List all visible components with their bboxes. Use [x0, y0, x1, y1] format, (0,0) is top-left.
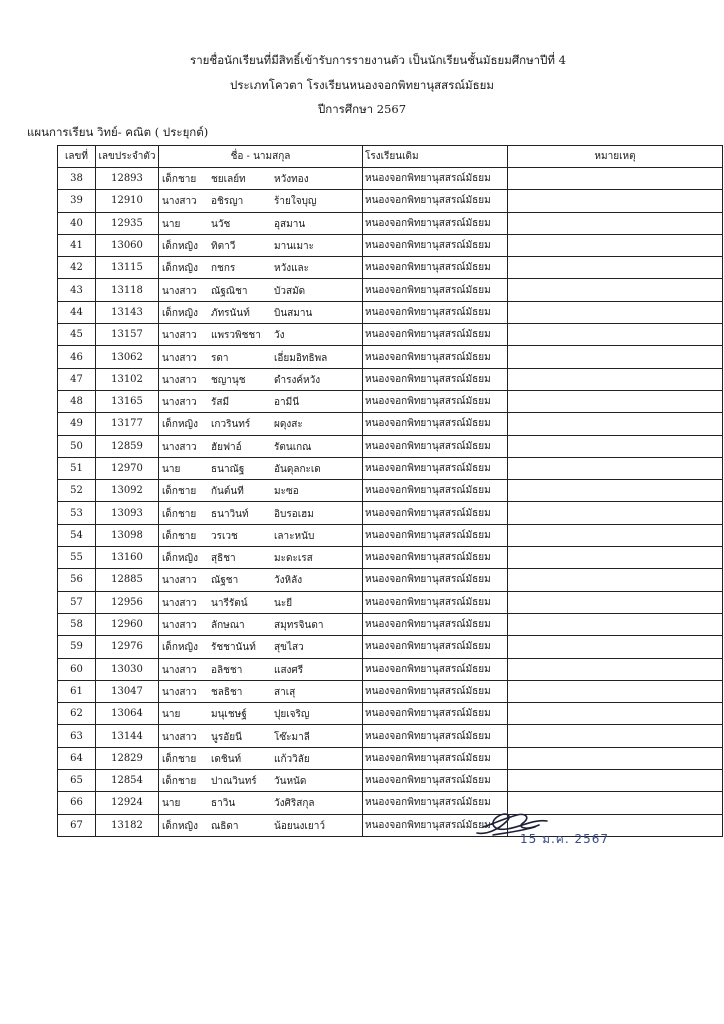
first-name: อลิชชา: [211, 664, 243, 676]
remark-cell: [508, 390, 723, 412]
row-number: 49: [58, 413, 96, 435]
name-prefix: นาย: [162, 709, 181, 721]
first-name: รัชชานันท์: [211, 642, 256, 654]
student-id: 13093: [96, 502, 159, 524]
name-prefix: นางสาว: [162, 575, 197, 587]
student-id: 12885: [96, 569, 159, 591]
student-name: [159, 524, 363, 546]
row-number: 43: [58, 279, 96, 301]
remark-cell: [508, 770, 723, 792]
name-prefix: นางสาว: [162, 330, 197, 342]
previous-school: หนองจอกพิทยานุสสรณ์มัธยม: [363, 168, 508, 190]
row-number: 41: [58, 234, 96, 256]
previous-school: หนองจอกพิทยานุสสรณ์มัธยม: [363, 368, 508, 390]
row-number: 64: [58, 747, 96, 769]
previous-school: หนองจอกพิทยานุสสรณ์มัธยม: [363, 636, 508, 658]
previous-school: หนองจอกพิทยานุสสรณ์มัธยม: [363, 680, 508, 702]
row-number: 56: [58, 569, 96, 591]
previous-school: หนองจอกพิทยานุสสรณ์มัธยม: [363, 457, 508, 479]
previous-school: หนองจอกพิทยานุสสรณ์มัธยม: [363, 212, 508, 234]
col-id-header: เลขประจำตัว: [96, 146, 159, 168]
previous-school: หนองจอกพิทยานุสสรณ์มัธยม: [363, 257, 508, 279]
first-name: สุธิชา: [211, 553, 236, 565]
student-name: [159, 168, 363, 190]
last-name: แก้ววิลัย: [274, 753, 310, 765]
name-prefix: เด็กหญิง: [162, 553, 198, 565]
last-name: รัตนเกณ: [274, 441, 312, 453]
row-number: 60: [58, 658, 96, 680]
table-row: [58, 591, 723, 613]
student-name: [159, 212, 363, 234]
table-row: [58, 792, 723, 814]
student-name: [159, 792, 363, 814]
table-row: [58, 279, 723, 301]
document-subtitle: ประเภทโควตา โรงเรียนหนองจอกพิทยานุสสรณ์มัธยม: [230, 78, 494, 92]
name-prefix: เด็กชาย: [162, 530, 197, 542]
row-number: 66: [58, 792, 96, 814]
remark-cell: [508, 547, 723, 569]
last-name: ผดุงสะ: [274, 419, 303, 431]
table-row: [58, 770, 723, 792]
student-table: [57, 145, 723, 837]
student-id: 12910: [96, 190, 159, 212]
student-id: 13092: [96, 480, 159, 502]
student-id: 13030: [96, 658, 159, 680]
student-id: 13160: [96, 547, 159, 569]
student-name: [159, 324, 363, 346]
table-row: [58, 480, 723, 502]
row-number: 59: [58, 636, 96, 658]
last-name: อุสมาน: [274, 218, 306, 230]
row-number: 52: [58, 480, 96, 502]
table-row: [58, 413, 723, 435]
remark-cell: [508, 301, 723, 323]
student-id: 12829: [96, 747, 159, 769]
table-row: [58, 636, 723, 658]
document-title: รายชื่อนักเรียนที่มีสิทธิ์เข้ารับการรายงานตัว เป็นนักเรียนชั้นมัธยมศึกษาปีที่ 4: [190, 53, 566, 67]
name-prefix: เด็กหญิง: [162, 241, 198, 253]
name-prefix: เด็กชาย: [162, 753, 197, 765]
name-prefix: เด็กหญิง: [162, 263, 198, 275]
table-row: [58, 368, 723, 390]
remark-cell: [508, 257, 723, 279]
name-prefix: เด็กชาย: [162, 486, 197, 498]
student-name: [159, 190, 363, 212]
previous-school: หนองจอกพิทยานุสสรณ์มัธยม: [363, 480, 508, 502]
first-name: ลักษณา: [211, 620, 245, 632]
name-prefix: นาย: [162, 218, 181, 230]
previous-school: หนองจอกพิทยานุสสรณ์มัธยม: [363, 725, 508, 747]
row-number: 44: [58, 301, 96, 323]
row-number: 45: [58, 324, 96, 346]
row-number: 51: [58, 457, 96, 479]
previous-school: หนองจอกพิทยานุสสรณ์มัธยม: [363, 613, 508, 635]
previous-school: หนองจอกพิทยานุสสรณ์มัธยม: [363, 658, 508, 680]
row-number: 61: [58, 680, 96, 702]
student-name: [159, 435, 363, 457]
row-number: 50: [58, 435, 96, 457]
previous-school: หนองจอกพิทยานุสสรณ์มัธยม: [363, 547, 508, 569]
last-name: น้อยนงเยาว์: [274, 820, 325, 832]
academic-year: ปีการศึกษา 2567: [317, 102, 407, 116]
table-row: [58, 257, 723, 279]
col-school-header: โรงเรียนเดิม: [363, 146, 508, 168]
student-id: 12859: [96, 435, 159, 457]
remark-cell: [508, 346, 723, 368]
table-row: [58, 502, 723, 524]
previous-school: หนองจอกพิทยานุสสรณ์มัธยม: [363, 390, 508, 412]
table-row: [58, 703, 723, 725]
remark-cell: [508, 413, 723, 435]
first-name: ภัทรนันท์: [211, 307, 250, 319]
student-id: 13098: [96, 524, 159, 546]
table-row: [58, 190, 723, 212]
remark-cell: [508, 747, 723, 769]
row-number: 46: [58, 346, 96, 368]
table-row: [58, 814, 723, 836]
student-id: 13143: [96, 301, 159, 323]
name-prefix: นางสาว: [162, 686, 197, 698]
first-name: นูรอัยนี: [211, 731, 242, 743]
last-name: สุขไสว: [274, 642, 304, 654]
col-number-header: เลขที่: [58, 146, 96, 168]
student-id: 12970: [96, 457, 159, 479]
table-row: [58, 346, 723, 368]
table-row: [58, 547, 723, 569]
previous-school: หนองจอกพิทยานุสสรณ์มัธยม: [363, 413, 508, 435]
last-name: เอี่ยมอิทธิพล: [274, 352, 328, 364]
student-name: [159, 569, 363, 591]
row-number: 48: [58, 390, 96, 412]
row-number: 42: [58, 257, 96, 279]
first-name: ธนาณัฐ: [211, 464, 245, 475]
table-row: [58, 658, 723, 680]
student-id: 12854: [96, 770, 159, 792]
name-prefix: นางสาว: [162, 397, 197, 409]
name-prefix: เด็กหญิง: [162, 642, 198, 654]
student-name: [159, 279, 363, 301]
remark-cell: [508, 725, 723, 747]
student-id: 12924: [96, 792, 159, 814]
remark-cell: [508, 279, 723, 301]
row-number: 38: [58, 168, 96, 190]
table-row: [58, 569, 723, 591]
row-number: 67: [58, 814, 96, 836]
student-name: [159, 413, 363, 435]
table-header-row: [58, 146, 723, 168]
previous-school: หนองจอกพิทยานุสสรณ์มัธยม: [363, 502, 508, 524]
remark-cell: [508, 168, 723, 190]
student-name: [159, 502, 363, 524]
previous-school: หนองจอกพิทยานุสสรณ์มัธยม: [363, 770, 508, 792]
last-name: บัวสมัด: [274, 285, 306, 297]
table-row: [58, 524, 723, 546]
student-name: [159, 390, 363, 412]
name-prefix: เด็กชาย: [162, 508, 197, 520]
table-row: [58, 212, 723, 234]
last-name: บินสมาน: [274, 307, 313, 319]
last-name: แสงศรี: [274, 664, 304, 676]
name-prefix: นางสาว: [162, 597, 197, 609]
student-id: 12960: [96, 613, 159, 635]
last-name: อามีนี: [274, 397, 300, 409]
student-name: [159, 301, 363, 323]
first-name: วรเวช: [211, 530, 238, 542]
previous-school: หนองจอกพิทยานุสสรณ์มัธยม: [363, 346, 508, 368]
previous-school: หนองจอกพิทยานุสสรณ์มัธยม: [363, 792, 508, 814]
remark-cell: [508, 435, 723, 457]
first-name: อชิรญา: [211, 196, 244, 208]
previous-school: หนองจอกพิทยานุสสรณ์มัธยม: [363, 435, 508, 457]
name-prefix: นางสาว: [162, 731, 197, 743]
first-name: ทิตาวี: [211, 241, 236, 253]
student-id: 13064: [96, 703, 159, 725]
first-name: ฮัยฟาอ์: [211, 441, 242, 453]
student-name: [159, 725, 363, 747]
first-name: ปาณวินทร์: [211, 776, 257, 788]
previous-school: หนองจอกพิทยานุสสรณ์มัธยม: [363, 814, 508, 836]
name-prefix: นางสาว: [162, 374, 197, 386]
col-name-header: ชื่อ - นามสกุล: [159, 146, 363, 168]
table-row: [58, 168, 723, 190]
name-prefix: นาย: [162, 464, 181, 475]
student-name: [159, 703, 363, 725]
signature-date: 15 ม.ค. 2567: [520, 832, 610, 846]
name-prefix: นางสาว: [162, 196, 197, 208]
row-number: 40: [58, 212, 96, 234]
student-id: 12976: [96, 636, 159, 658]
name-prefix: นาย: [162, 798, 181, 810]
first-name: นารีรัตน์: [211, 597, 248, 609]
row-number: 65: [58, 770, 96, 792]
last-name: มะซอ: [274, 486, 299, 498]
remark-cell: [508, 703, 723, 725]
student-id: 13118: [96, 279, 159, 301]
last-name: เลาะหนับ: [274, 530, 315, 542]
name-prefix: นางสาว: [162, 352, 197, 364]
student-name: [159, 613, 363, 635]
previous-school: หนองจอกพิทยานุสสรณ์มัธยม: [363, 301, 508, 323]
remark-cell: [508, 457, 723, 479]
last-name: อิบรอเฮม: [274, 508, 314, 520]
last-name: วัง: [274, 330, 285, 342]
row-number: 58: [58, 613, 96, 635]
student-name: [159, 636, 363, 658]
remark-cell: [508, 658, 723, 680]
remark-cell: [508, 212, 723, 234]
first-name: ชลธิชา: [211, 686, 243, 698]
remark-cell: [508, 234, 723, 256]
student-name: [159, 747, 363, 769]
first-name: มนุเชษฐ์: [211, 709, 247, 721]
name-prefix: เด็กชาย: [162, 776, 197, 788]
last-name: สมุทรจินดา: [274, 620, 324, 632]
student-id: 13102: [96, 368, 159, 390]
row-number: 62: [58, 703, 96, 725]
study-program: แผนการเรียน วิทย์- คณิต ( ประยุกต์): [27, 125, 209, 139]
first-name: ชญานุช: [211, 374, 246, 386]
remark-cell: [508, 613, 723, 635]
last-name: สาเสุ: [274, 686, 296, 698]
student-id: 13144: [96, 725, 159, 747]
first-name: ชยเลย์ท: [211, 174, 246, 186]
last-name: มะดะเรส: [274, 553, 313, 565]
student-id: 13165: [96, 390, 159, 412]
name-prefix: นางสาว: [162, 285, 197, 297]
table-row: [58, 725, 723, 747]
student-name: [159, 457, 363, 479]
student-name: [159, 547, 363, 569]
last-name: อันดุลกะเด: [274, 464, 321, 475]
last-name: นะยี: [274, 597, 293, 609]
name-prefix: นางสาว: [162, 620, 197, 632]
first-name: เกวรินทร์: [211, 419, 251, 431]
student-id: 13047: [96, 680, 159, 702]
previous-school: หนองจอกพิทยานุสสรณ์มัธยม: [363, 324, 508, 346]
table-row: [58, 390, 723, 412]
name-prefix: เด็กหญิง: [162, 419, 198, 431]
student-name: [159, 591, 363, 613]
remark-cell: [508, 569, 723, 591]
student-id: 12956: [96, 591, 159, 613]
last-name: หวังและ: [274, 263, 310, 275]
first-name: ณัฐณิชา: [211, 285, 248, 297]
previous-school: หนองจอกพิทยานุสสรณ์มัธยม: [363, 234, 508, 256]
last-name: หวังทอง: [274, 174, 309, 186]
student-name: [159, 814, 363, 836]
first-name: กันต์นที: [211, 486, 244, 498]
first-name: ณธิดา: [211, 820, 239, 832]
name-prefix: นางสาว: [162, 441, 197, 453]
remark-cell: [508, 368, 723, 390]
last-name: ปุยเจริญ: [274, 709, 310, 721]
row-number: 63: [58, 725, 96, 747]
student-id: 13062: [96, 346, 159, 368]
previous-school: หนองจอกพิทยานุสสรณ์มัธยม: [363, 703, 508, 725]
table-row: [58, 324, 723, 346]
remark-cell: [508, 324, 723, 346]
student-id: 13177: [96, 413, 159, 435]
row-number: 53: [58, 502, 96, 524]
col-note-header: หมายเหตุ: [508, 146, 723, 168]
student-name: [159, 680, 363, 702]
first-name: รดา: [211, 352, 229, 364]
previous-school: หนองจอกพิทยานุสสรณ์มัธยม: [363, 279, 508, 301]
student-id: 13157: [96, 324, 159, 346]
last-name: วันหนัด: [274, 776, 307, 788]
previous-school: หนองจอกพิทยานุสสรณ์มัธยม: [363, 524, 508, 546]
student-name: [159, 346, 363, 368]
remark-cell: [508, 636, 723, 658]
remark-cell: [508, 480, 723, 502]
student-id: 12893: [96, 168, 159, 190]
remark-cell: [508, 502, 723, 524]
name-prefix: นางสาว: [162, 664, 197, 676]
last-name: มานเมาะ: [274, 241, 315, 253]
student-id: 13060: [96, 234, 159, 256]
first-name: แพรวพิชชา: [211, 330, 261, 342]
remark-cell: [508, 591, 723, 613]
first-name: กชกร: [211, 263, 236, 275]
student-id: 12935: [96, 212, 159, 234]
previous-school: หนองจอกพิทยานุสสรณ์มัธยม: [363, 591, 508, 613]
table-row: [58, 301, 723, 323]
student-name: [159, 368, 363, 390]
table-row: [58, 435, 723, 457]
student-id: 13115: [96, 257, 159, 279]
first-name: ณัฐชา: [211, 575, 239, 587]
remark-cell: [508, 680, 723, 702]
last-name: วังศิริสกุล: [274, 798, 315, 810]
row-number: 47: [58, 368, 96, 390]
table-row: [58, 457, 723, 479]
name-prefix: เด็กหญิง: [162, 307, 198, 319]
remark-cell: [508, 190, 723, 212]
name-prefix: เด็กหญิง: [162, 820, 198, 832]
first-name: ธาวิน: [211, 798, 236, 810]
row-number: 54: [58, 524, 96, 546]
student-name: [159, 770, 363, 792]
last-name: ดำรงค์หวัง: [274, 374, 321, 386]
student-name: [159, 234, 363, 256]
previous-school: หนองจอกพิทยานุสสรณ์มัธยม: [363, 747, 508, 769]
table-row: [58, 680, 723, 702]
student-id: 13182: [96, 814, 159, 836]
row-number: 39: [58, 190, 96, 212]
student-name: [159, 658, 363, 680]
last-name: โซ๊ะมาลี: [274, 731, 310, 743]
table-row: [58, 234, 723, 256]
remark-cell: [508, 524, 723, 546]
last-name: ร้ายใจบุญ: [274, 196, 317, 208]
row-number: 57: [58, 591, 96, 613]
previous-school: หนองจอกพิทยานุสสรณ์มัธยม: [363, 569, 508, 591]
name-prefix: เด็กชาย: [162, 174, 197, 186]
table-row: [58, 747, 723, 769]
first-name: ธนาวินท์: [211, 508, 249, 520]
first-name: รัสมี: [211, 397, 230, 409]
first-name: เดชินท์: [211, 753, 242, 765]
first-name: นวัช: [211, 218, 231, 230]
last-name: วังหิลัง: [274, 575, 303, 587]
table-row: [58, 613, 723, 635]
row-number: 55: [58, 547, 96, 569]
previous-school: หนองจอกพิทยานุสสรณ์มัธยม: [363, 190, 508, 212]
student-name: [159, 480, 363, 502]
student-name: [159, 257, 363, 279]
